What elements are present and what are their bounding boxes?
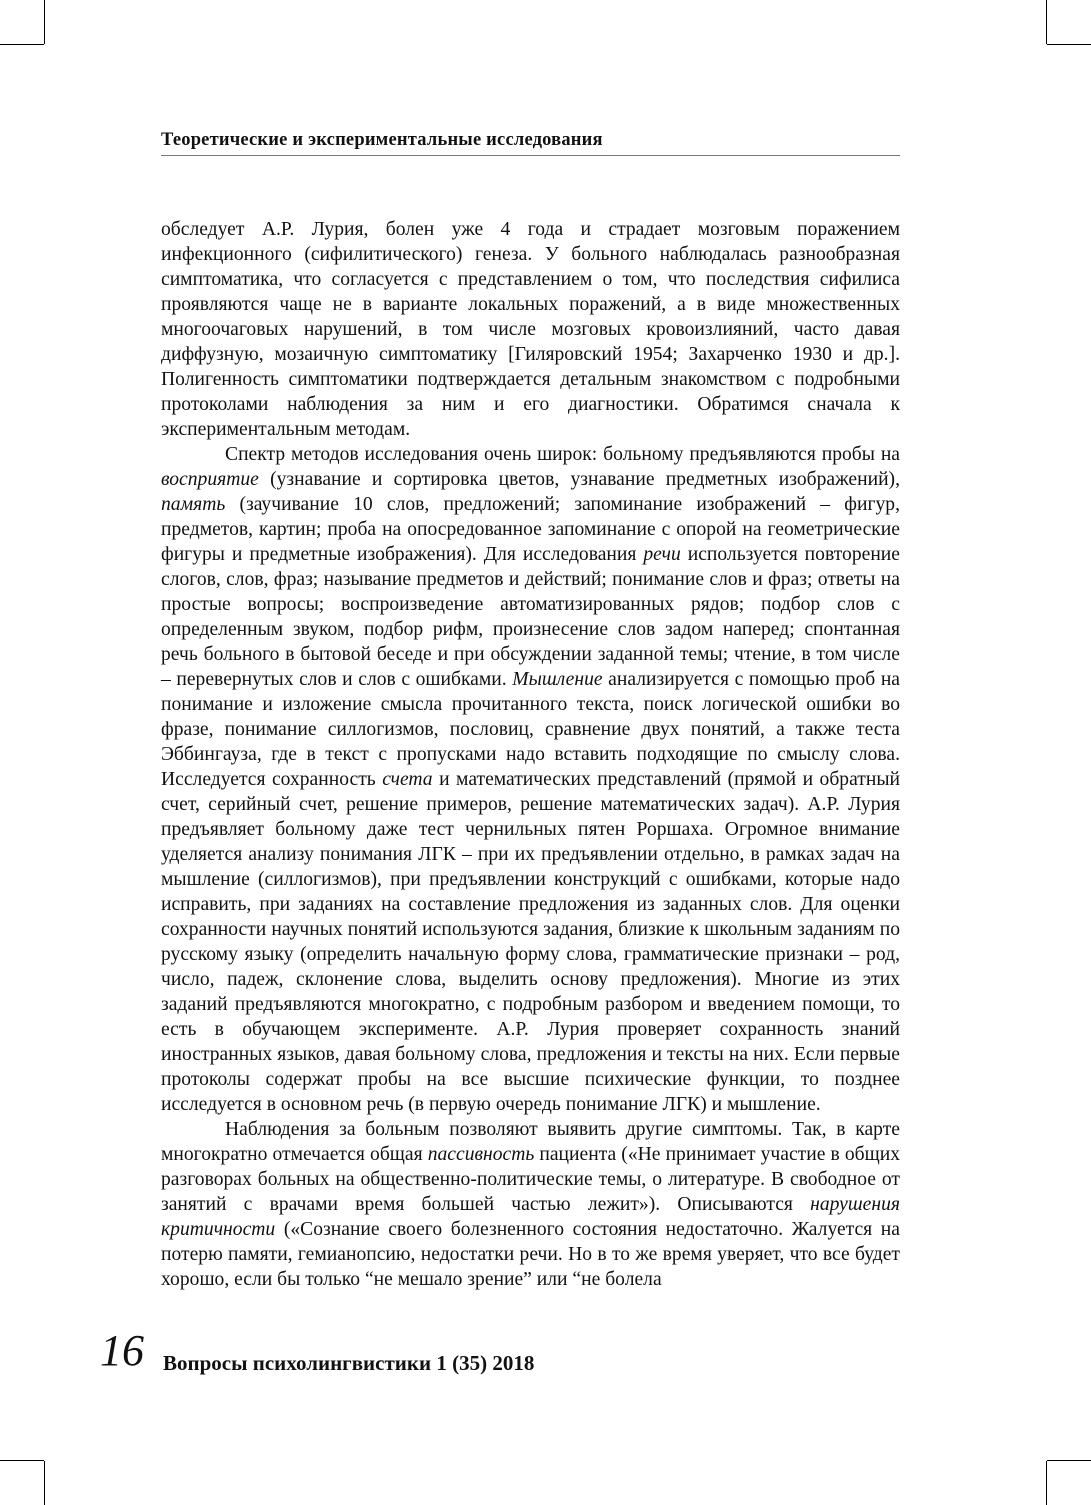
- crop-mark: [0, 1460, 44, 1461]
- paragraph: [161, 1117, 900, 1292]
- text-run: пациента («Не принимает участие в общих разговорах больных на общественно-политические темы, о литературе. В свободное от занятий с врачами время большей частью лежит»). Описываются: [161, 1144, 900, 1215]
- text-run: и математических представлений (прямой и обратный счет, серийный счет, решение примеров, решение математических задач). А.Р. Лурия предъявляет больному даже тест чернильных пятен Роршаха. Огромное внимание уделяется анализу понимания ЛГК – при их предъявлении отдельно, в рамках задач на мышление (силлогизмов), при предъявлении конструкций с ошибками, которые надо исправить, при заданиях на составление предложения из заданных слов. Для оценки сохранности научных понятий используются задания, близкие к школьным заданиям по русскому языку (определить начальную форму слова, грамматические признаки – род, число, падеж, склонение слова, выделить основу предложения). Многие из этих заданий предъявляются многократно, с подробным разбором и введением помощи, то есть в обучающем эксперименте. А.Р. Лурия проверяет сохранность знаний иностранных языков, давая больному слова, предложения и тексты на них. Если первые протоколы содержат пробы на все высшие психические функции, то позднее исследуется в основном речь (в первую очередь понимание ЛГК) и мышление.: [161, 769, 900, 1115]
- text-run: используется повторение слогов, слов, фраз; называние предметов и действий; понимание слов и фраз; ответы на простые вопросы; воспроизведение автоматизированных рядов; подбор слов с определенным звуком, подбор рифм, произнесение слов задом наперед; спонтанная речь больного в бытовой беседе и при обсуждении заданной темы; чтение, в том числе – перевернутых слов и слов с ошибками.: [161, 544, 900, 690]
- text-run: анализируется с помощью проб на понимание и изложение смысла прочитанного текста, поиск логической ошибки во фразе, понимание силлогизмов, пословиц, сравнение двух понятий, а также теста Эббингауза, где в текст с пропусками надо вставить подходящие по смыслу слова. Исследуется сохранность: [161, 669, 901, 790]
- crop-mark: [1046, 1461, 1047, 1505]
- paragraph: [161, 442, 900, 1117]
- italic-term: счета: [382, 769, 433, 790]
- crop-mark: [1046, 0, 1047, 44]
- paragraph: [161, 217, 900, 442]
- text-run: (узнавание и сортировка цветов, узнавание предметных изображений),: [258, 469, 900, 490]
- text-run: («Сознание своего болезненного состояния недостаточно. Жалуется на потерю памяти, гемианопсию, недостатки речи. Но в то же время уверяет, что все будет хорошо, если бы только “не мешало зрение” или “не болела: [161, 1219, 900, 1290]
- italic-term: нарушения критичности: [161, 1194, 900, 1240]
- italic-term: восприятие: [161, 469, 259, 490]
- text-run: (заучивание 10 слов, предложений; запоминание изображений – фигур, предметов, картин; проба на опосредованное запоминание с опорой на геометрические фигуры и предметные изображения). Для исследования: [161, 494, 900, 565]
- crop-mark: [1047, 44, 1091, 45]
- italic-term: речи: [643, 544, 681, 565]
- article-body: [161, 217, 900, 1292]
- crop-mark: [0, 44, 44, 45]
- crop-mark: [44, 1461, 45, 1505]
- text-run: обследует А.Р. Лурия, болен уже 4 года и страдает мозговым поражением инфекционного (сифилитического) генеза. У больного наблюдалась разнообразная симптоматика, что согласуется с представлением о том, что последствия сифилиса проявляются чаще не в варианте локальных поражений, а в виде множественных многоочаговых нарушений, в том числе мозговых кровоизлияний, часто давая диффузную, мозаичную симптоматику [Гиляровский 1954; Захарченко 1930 и др.]. Полигенность симптоматики подтверждается детальным знакомством с подробными протоколами наблюдения за ним и его диагностики. Обратимся сначала к экспериментальным методам.: [161, 219, 900, 440]
- crop-mark: [44, 0, 45, 44]
- journal-title: Вопросы психолингвистики 1 (35) 2018: [163, 1351, 535, 1375]
- italic-term: пассивность: [427, 1144, 535, 1165]
- italic-term: память: [161, 494, 226, 515]
- page-number: 16: [100, 1326, 144, 1375]
- italic-term: Мышление: [512, 669, 603, 690]
- crop-mark: [1047, 1460, 1091, 1461]
- text-run: Наблюдения за больным позволяют выявить другие симптомы. Так, в карте многократно отмечается общая: [161, 1119, 900, 1165]
- running-header: Теоретические и экспериментальные исследования: [161, 130, 900, 156]
- text-run: Спектр методов исследования очень широк: больному предъявляются пробы на: [225, 444, 900, 465]
